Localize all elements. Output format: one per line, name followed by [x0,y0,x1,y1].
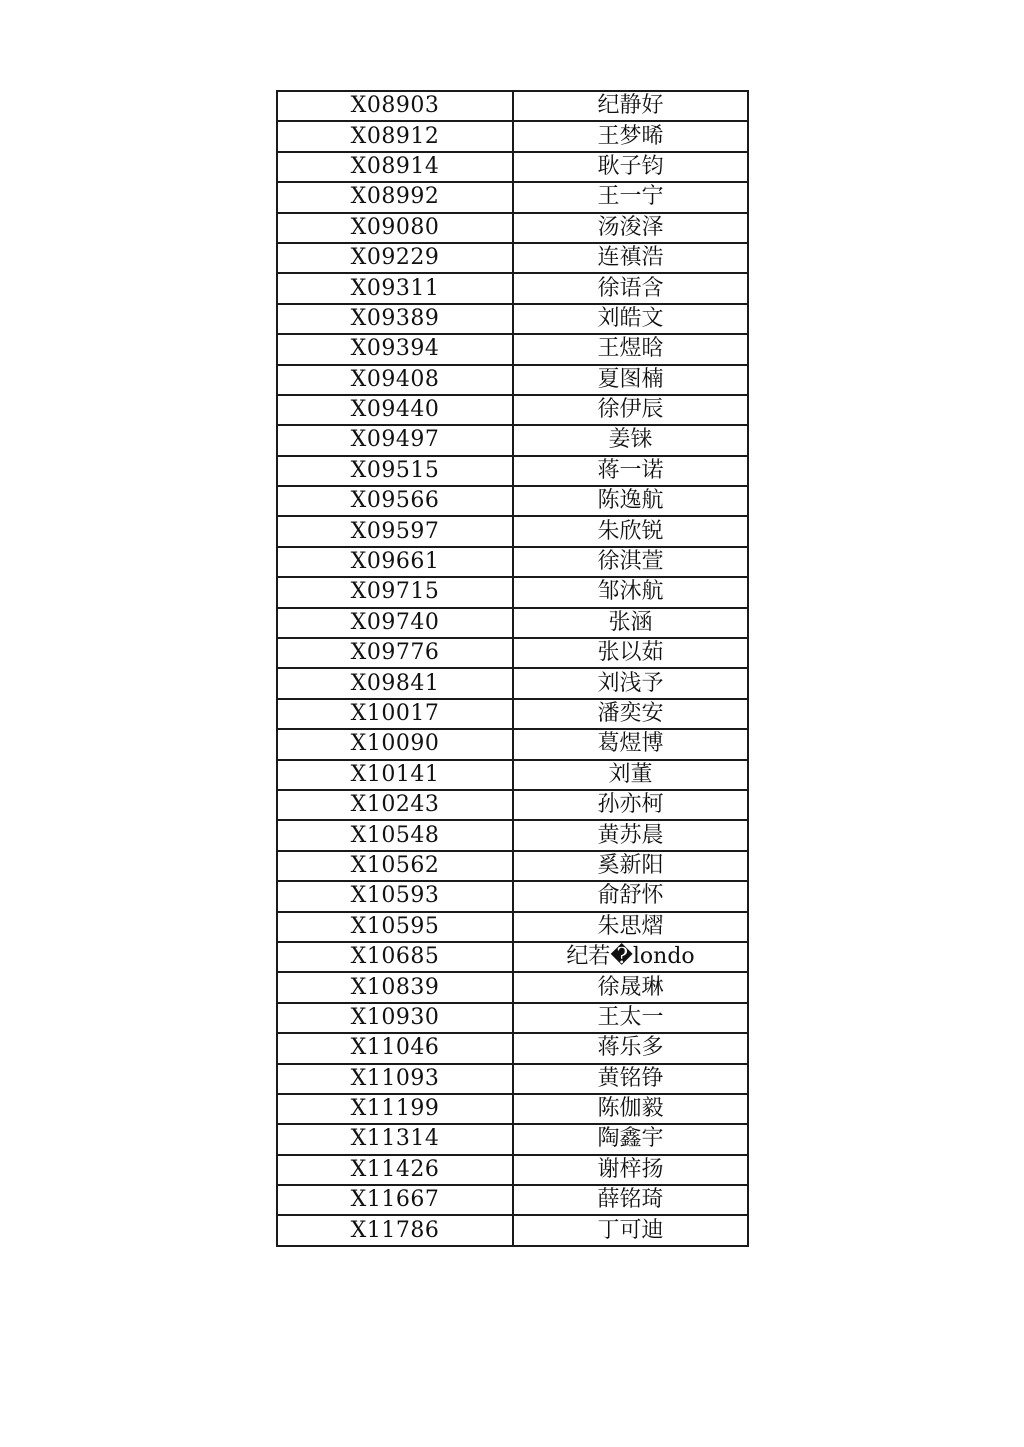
table-row [277,729,748,759]
student-name-cell: 陶鑫宇 [513,1124,748,1154]
table-row [277,820,748,850]
student-name-cell: 蒋乐多 [513,1033,748,1063]
student-name-cell: 朱思熠 [513,912,748,942]
student-id-cell: X10595 [277,912,513,942]
student-id-cell: X09597 [277,516,513,546]
table-row [277,760,748,790]
table-row [277,577,748,607]
table-row [277,516,748,546]
table-row [277,851,748,881]
student-name-cell: 刘董 [513,760,748,790]
student-id-cell: X09566 [277,486,513,516]
student-name-cell: 张涵 [513,608,748,638]
student-id-cell: X09311 [277,273,513,303]
table-row [277,881,748,911]
student-name-cell: 王一宁 [513,182,748,212]
roster-table [276,90,749,1247]
table-row [277,395,748,425]
table-row [277,486,748,516]
student-name-cell: 刘皓文 [513,304,748,334]
student-name-cell: 黄苏晨 [513,820,748,850]
table-row [277,638,748,668]
student-id-cell: X09661 [277,547,513,577]
student-id-cell: X08903 [277,91,513,121]
student-id-cell: X09229 [277,243,513,273]
student-id-cell: X09715 [277,577,513,607]
table-row [277,942,748,972]
student-id-cell: X10930 [277,1003,513,1033]
student-id-cell: X09497 [277,425,513,455]
student-name-cell: 纪若�londo [513,942,748,972]
student-name-cell: 王煜晗 [513,334,748,364]
table-row [277,972,748,1002]
student-name-cell: 黄铭铮 [513,1064,748,1094]
table-row [277,121,748,151]
table-row [277,1033,748,1063]
student-id-cell: X10685 [277,942,513,972]
student-name-cell: 徐语含 [513,273,748,303]
student-name-cell: 葛煜博 [513,729,748,759]
student-id-cell: X10141 [277,760,513,790]
student-name-cell: 刘浅予 [513,668,748,698]
student-id-cell: X08914 [277,152,513,182]
student-name-cell: 耿子钧 [513,152,748,182]
student-id-cell: X09394 [277,334,513,364]
student-name-cell: 陈伽毅 [513,1094,748,1124]
table-row [277,1003,748,1033]
student-id-cell: X11199 [277,1094,513,1124]
table-row [277,790,748,820]
student-name-cell: 蒋一诺 [513,456,748,486]
student-id-cell: X09515 [277,456,513,486]
student-name-cell: 王梦晞 [513,121,748,151]
student-name-cell: 汤浚泽 [513,213,748,243]
student-name-cell: 王太一 [513,1003,748,1033]
student-name-cell: 张以茹 [513,638,748,668]
student-id-cell: X11667 [277,1185,513,1215]
student-name-cell: 薛铭琦 [513,1185,748,1215]
table-row [277,273,748,303]
student-id-cell: X09440 [277,395,513,425]
student-name-cell: 姜铼 [513,425,748,455]
student-id-cell: X10017 [277,699,513,729]
table-row [277,547,748,577]
student-name-cell: 徐伊辰 [513,395,748,425]
student-name-cell: 俞舒怀 [513,881,748,911]
table-row [277,182,748,212]
student-name-cell: 孙亦柯 [513,790,748,820]
student-id-cell: X10593 [277,881,513,911]
table-row [277,425,748,455]
student-id-cell: X11314 [277,1124,513,1154]
student-id-cell: X10243 [277,790,513,820]
student-name-cell: 陈逸航 [513,486,748,516]
student-id-cell: X10548 [277,820,513,850]
student-id-cell: X10839 [277,972,513,1002]
student-id-cell: X10562 [277,851,513,881]
student-name-cell: 徐淇萱 [513,547,748,577]
student-id-cell: X09389 [277,304,513,334]
student-name-cell: 潘奕安 [513,699,748,729]
student-name-cell: 丁可迪 [513,1215,748,1245]
table-row [277,1215,748,1245]
student-id-cell: X08912 [277,121,513,151]
table-row [277,608,748,638]
student-name-cell: 连禛浩 [513,243,748,273]
student-id-cell: X09841 [277,668,513,698]
student-id-cell: X09080 [277,213,513,243]
student-id-cell: X09408 [277,365,513,395]
table-row [277,334,748,364]
table-row [277,1155,748,1185]
table-row [277,91,748,121]
student-id-cell: X10090 [277,729,513,759]
table-row [277,456,748,486]
table-row [277,1185,748,1215]
table-row [277,699,748,729]
table-row [277,912,748,942]
student-name-cell: 邹沐航 [513,577,748,607]
student-id-cell: X11426 [277,1155,513,1185]
student-name-cell: 夏图楠 [513,365,748,395]
student-id-cell: X11093 [277,1064,513,1094]
student-id-cell: X11046 [277,1033,513,1063]
student-name-cell: 谢梓扬 [513,1155,748,1185]
student-name-cell: 朱欣锐 [513,516,748,546]
table-row [277,365,748,395]
student-name-cell: 纪静好 [513,91,748,121]
table-row [277,304,748,334]
student-id-cell: X08992 [277,182,513,212]
student-id-cell: X09776 [277,638,513,668]
table-row [277,243,748,273]
student-id-cell: X11786 [277,1215,513,1245]
table-row [277,1094,748,1124]
table-row [277,152,748,182]
student-name-cell: 徐晟琳 [513,972,748,1002]
roster-table-body [277,91,748,1246]
student-name-cell: 奚新阳 [513,851,748,881]
student-id-cell: X09740 [277,608,513,638]
table-row [277,668,748,698]
table-row [277,1064,748,1094]
table-row [277,213,748,243]
table-row [277,1124,748,1154]
